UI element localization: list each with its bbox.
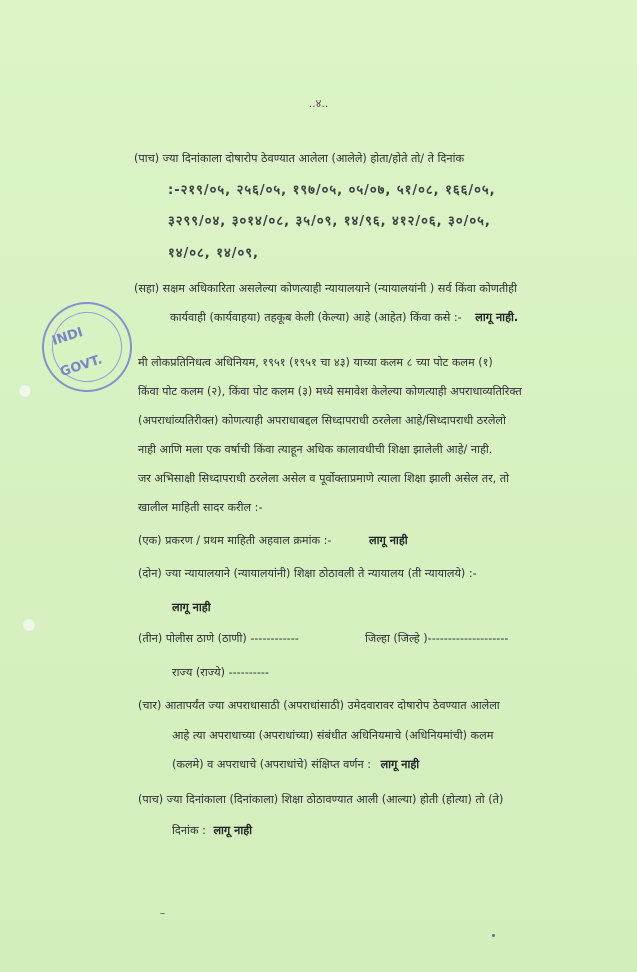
punch-hole: [22, 618, 36, 632]
dates-line-1: :-२१९/०५, २५६/०५, १९७/०५, ०५/०७, ५१/०८, १६६/०५,: [168, 183, 496, 198]
dates-line-3: १४/०८, १४/०९,: [168, 246, 259, 261]
item-paach-answer: लागू नाही: [213, 824, 253, 837]
section2-line-2: [170, 310, 518, 325]
item-teen-label: (तीन) पोलीस ठाणे (ठाणी) ------------: [138, 632, 299, 645]
dates-line-2: ३२९९/०४, ३०१४/०८, ३५/०९, १४/९६, ४१२/०६, ३०/०५,: [168, 214, 491, 229]
declaration-line-6: खालील माहिती सादर करील :-: [138, 501, 263, 514]
government-seal-stamp: [30, 290, 143, 403]
item-teen-district: जिल्हा (जिल्हे )--------------------: [365, 632, 509, 645]
section2-answer: लागू नाही.: [475, 311, 519, 324]
page-number: ..४..: [308, 97, 329, 110]
section1-heading: (पाच) ज्या दिनांकाला दोषारोप ठेवण्यात आलेला (आलेले) होता/होते तो/ ते दिनांक: [134, 152, 465, 165]
item-ek: [138, 533, 408, 548]
item-don-label: (दोन) ज्या न्यायालयाने (न्यायालयांनी) शिक्षा ठोठावली ते न्यायालय (ती न्यायालये) :-: [138, 567, 477, 580]
item-ek-answer: लागू नाही: [369, 534, 408, 547]
item-char-line-2: आहे त्या अपराधाच्या (अपराधांच्या) संबंधीत अधिनियमाचे (अधिनियमांची) कलम: [172, 729, 494, 742]
item-paach-line-1: (पाच) ज्या दिनांकाला (दिनांकाला) शिक्षा ठोठावण्यात आली (आल्या) होती (होत्या) तो (ते): [138, 793, 504, 806]
item-char-line-3: [172, 757, 419, 772]
declaration-line-1: मी लोकप्रतिनिधत्व अधिनियम, १९५१ (१९५१ चा ४३) याच्या कलम ८ च्या पोट कलम (१): [138, 356, 493, 369]
item-ek-label: (एक) प्रकरण / प्रथम माहिती अहवाल क्रमांक :-: [138, 534, 332, 547]
seal-text-bottom: GOVT.: [58, 352, 105, 381]
item-teen-state: राज्य (राज्ये) ----------: [172, 666, 269, 679]
section2-question: कार्यवाही (कार्यवाहया) तहकूब केली (केल्या) आहे (आहेत) किंवा कसे :-: [170, 311, 462, 324]
item-char-answer: लागू नाही: [380, 758, 420, 771]
seal-text-top: INDI: [50, 325, 85, 349]
item-paach-line-2: [172, 823, 252, 838]
paper-speck: [492, 934, 495, 937]
punch-hole: [18, 384, 32, 398]
item-paach-question: दिनांक :: [172, 824, 206, 837]
item-char-question: (कलमे) व अपराधाचे (अपराधांचे) संक्षिप्त वर्णन :: [172, 758, 371, 771]
paper-speck: [160, 913, 165, 914]
section2-line-1: (सहा) सक्षम अधिकारिता असलेल्या कोणत्याही न्यायालयाने (न्यायालयांनी ) सर्व किंवा कोणतीही: [134, 282, 517, 295]
declaration-line-5: जर अभिसाक्षी सिध्दापराधी ठरलेला असेल व पूर्वोक्ताप्रमाणे त्याला शिक्षा झाली असेल तर, तो: [138, 472, 510, 485]
declaration-line-2: किंवा पोट कलम (२), किंवा पोट कलम (३) मध्ये समावेश केलेल्या कोणत्याही अपराधाव्यतिरिक्त: [138, 385, 522, 398]
item-don-answer: लागू नाही: [172, 601, 211, 614]
item-char-line-1: (चार) आतापर्यंत ज्या अपराधासाठी (अपराधांसाठी) उमेदवारावर दोषारोप ठेवण्यात आलेला: [138, 699, 500, 712]
declaration-line-3: (अपराधांव्यतिरीक्त) कोणत्याही अपराधाबद्दल सिध्दापराधी ठरलेला आहे/सिध्दापराधी ठरलेलो: [138, 414, 506, 427]
declaration-line-4: नाही आणि मला एक वर्षाची किंवा त्याहून अधिक कालावधीची शिक्षा झालेली आहे/ नाही.: [138, 443, 493, 456]
